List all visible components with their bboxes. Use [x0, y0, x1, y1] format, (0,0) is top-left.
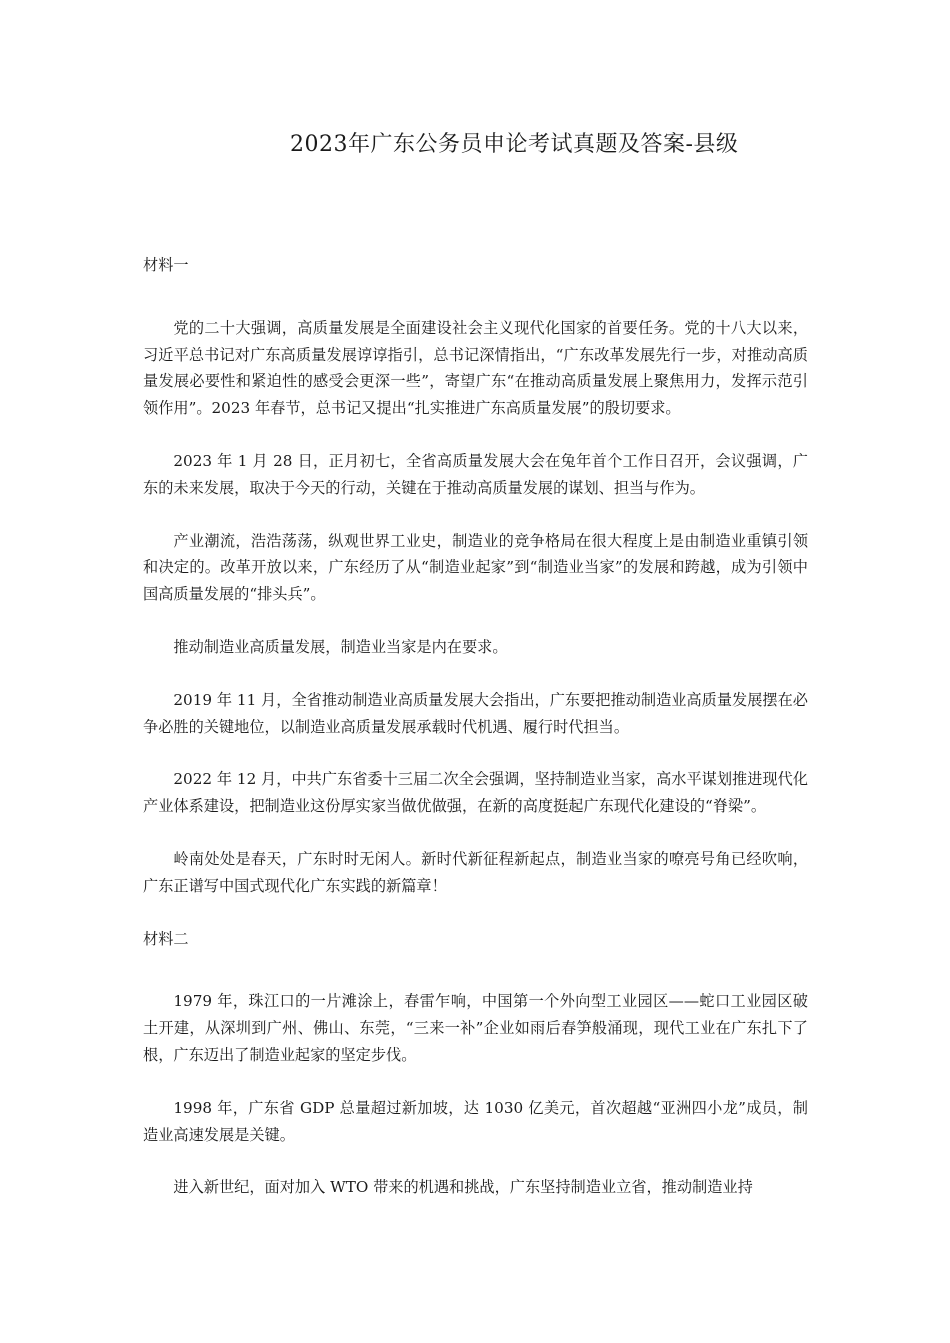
- material-2-heading: 材料二: [143, 929, 189, 948]
- spacer: [143, 820, 808, 846]
- spacer: [143, 1148, 808, 1174]
- spacer: [143, 900, 808, 926]
- material-1-heading: 材料一: [143, 256, 189, 274]
- paragraph: 推动制造业高质量发展，制造业当家是内在要求。: [173, 637, 508, 656]
- paragraph: 2023 年 1 月 28 日，正月初七，全省高质量发展大会在兔年首个工作日召开，会议强调，广东的未来发展，取决于今天的行动，关键在于推动高质量发展的谋划、担当与作为。: [143, 451, 808, 497]
- spacer: [143, 740, 808, 766]
- spacer: [143, 661, 808, 687]
- spacer: [143, 608, 808, 634]
- spacer: [143, 502, 808, 528]
- paragraph: 党的二十大强调，高质量发展是全面建设社会主义现代化国家的首要任务。党的十八大以来，习近平总书记对广东高质量发展谆谆指引，总书记深情指出，“广东改革发展先行一步，对推动高质量发展必要性和紧迫性的感受会更深一些”，寄望广东“在推动高质量发展上聚焦用力，发挥示范引领作用”。2023 年春节，总书记又提出“扎实推进广东高质量发展”的殷切要求。: [143, 318, 808, 418]
- spacer: [143, 279, 808, 315]
- paragraph: 2019 年 11 月，全省推动制造业高质量发展大会指出，广东要把推动制造业高质量发展摆在必争必胜的关键地位，以制造业高质量发展承载时代机遇、履行时代担当。: [143, 690, 808, 736]
- document-body: [143, 252, 808, 1201]
- spacer: [143, 1069, 808, 1095]
- paragraph: 2022 年 12 月，中共广东省委十三届二次全会强调，坚持制造业当家，高水平谋划推进现代化产业体系建设，把制造业这份厚实家当做优做强，在新的高度挺起广东现代化建设的“脊梁”。: [143, 770, 808, 816]
- paragraph: 进入新世纪，面对加入 WTO 带来的机遇和挑战，广东坚持制造业立省，推动制造业持: [173, 1178, 753, 1197]
- paragraph: 1979 年，珠江口的一片滩涂上，春雷乍响，中国第一个外向型工业园区——蛇口工业园区破土开建，从深圳到广州、佛山、东莞，“三来一补”企业如雨后春笋般涌现，现代工业在广东扎下了根，广东迈出了制造业起家的坚定步伐。: [143, 992, 808, 1064]
- paragraph: 岭南处处是春天，广东时时无闲人。新时代新征程新起点，制造业当家的嘹亮号角已经吹响，广东正谱写中国式现代化广东实践的新篇章！: [143, 849, 808, 895]
- spacer: [143, 422, 808, 448]
- paragraph: 产业潮流，浩浩荡荡，纵观世界工业史，制造业的竞争格局在很大程度上是由制造业重镇引领和决定的。改革开放以来，广东经历了从“制造业起家”到“制造业当家”的发展和跨越，成为引领中国高质量发展的“排头兵”。: [143, 531, 808, 604]
- page-title: 2023年广东公务员申论考试真题及答案-县级: [290, 132, 739, 157]
- paragraph: 1998 年，广东省 GDP 总量超过新加坡，达 1030 亿美元，首次超越“亚洲四小龙”成员，制造业高速发展是关键。: [143, 1098, 808, 1144]
- spacer: [143, 952, 808, 988]
